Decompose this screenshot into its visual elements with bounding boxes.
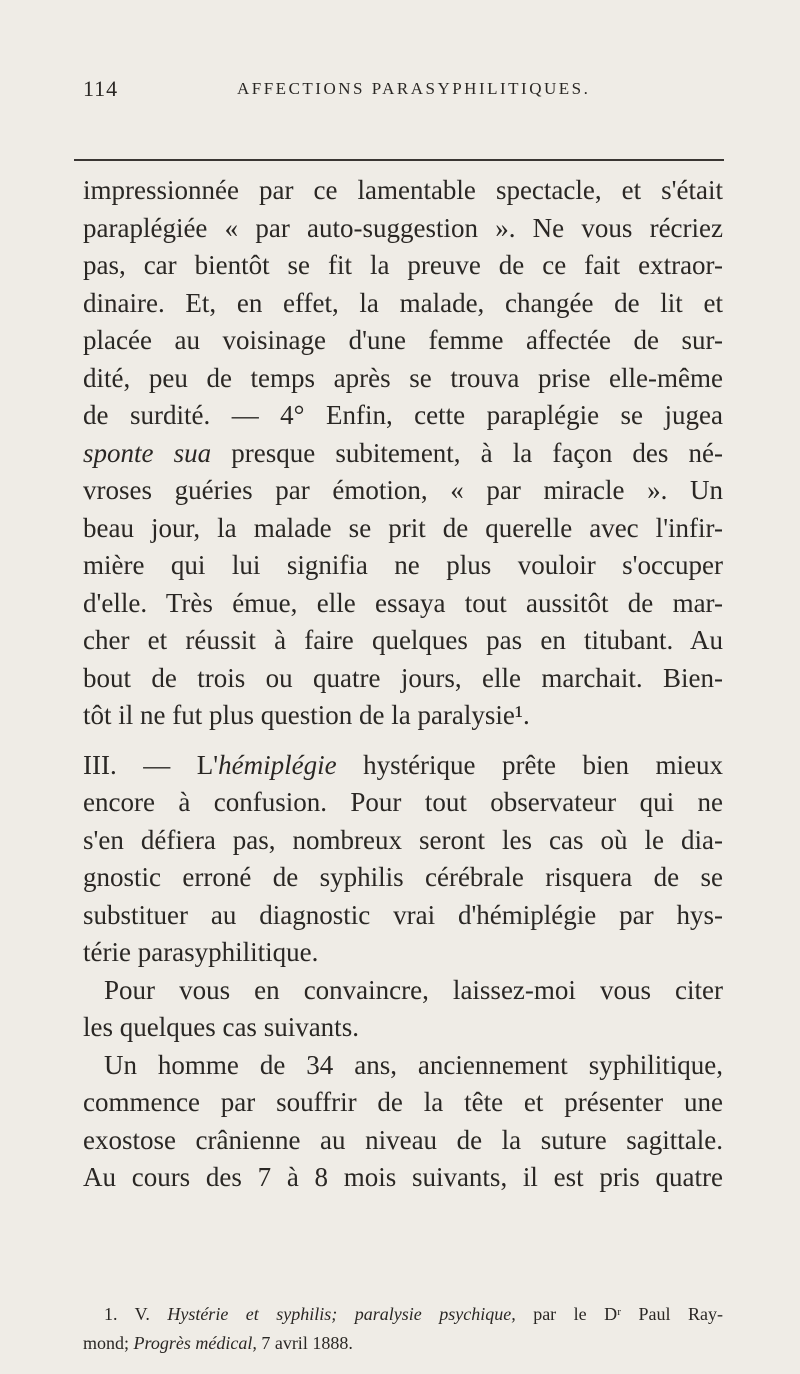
page-header	[83, 76, 723, 116]
text-line: pas, car bientôt se fit la preuve de ce fait extraor-	[83, 250, 723, 280]
footnote-line	[83, 1300, 723, 1329]
text-line: Au cours des 7 à 8 mois suivants, il est pris quatre	[83, 1162, 723, 1192]
text-line: substituer au diagnostic vrai d'hémiplégie par hys-	[83, 899, 723, 930]
text-line: bout de trois ou quatre jours, elle marchait. Bien-	[83, 662, 723, 693]
text-line: vroses guéries par émotion, « par miracle ». Un	[83, 475, 723, 505]
footnote-author: par le Dʳ Paul Ray-	[515, 1304, 723, 1324]
text-line: cher et réussit à faire quelques pas en titubant. Au	[83, 625, 723, 655]
body-text	[83, 172, 723, 1197]
footnote-author-end: mond;	[83, 1333, 134, 1353]
footnote-journal: Progrès médical,	[133, 1333, 257, 1353]
text-line: dinaire. Et, en effet, la malade, changée de lit et	[83, 287, 723, 318]
text-fragment: hystérique prête bien mieux	[336, 749, 723, 780]
text-line: dité, peu de temps après se trouva prise elle-même	[83, 362, 723, 393]
text-line: térie parasyphilitique.	[83, 937, 319, 967]
footnote	[83, 1300, 723, 1358]
text-line: placée au voisinage d'une femme affectée de sur-	[83, 325, 723, 355]
text-line: gnostic erroné de syphilis cérébrale risquera de se	[83, 862, 723, 892]
text-line	[83, 435, 723, 473]
text-line: paraplégiée « par auto-suggestion ». Ne vous récriez	[83, 212, 723, 243]
section-term: hémiplégie	[218, 749, 337, 780]
text-fragment: presque subitement, à la façon des né-	[211, 437, 724, 468]
section-heading-line	[83, 747, 723, 785]
text-line: s'en défiera pas, nombreux seront les cas où le dia-	[83, 824, 723, 855]
text-line: mière qui lui signifia ne plus vouloir s'occuper	[83, 550, 723, 580]
text-line: encore à confusion. Pour tout observateur qui ne	[83, 787, 723, 817]
text-line: de surdité. — 4° Enfin, cette paraplégie se jugea	[83, 400, 723, 430]
latin-phrase: sponte sua	[83, 437, 212, 468]
footnote-line	[83, 1329, 723, 1358]
footnote-title: Hystérie et syphilis; paralysie psychique,	[167, 1304, 516, 1324]
text-line: beau jour, la malade se prit de querelle avec l'infir-	[83, 512, 723, 543]
text-line: d'elle. Très émue, elle essaya tout aussitôt de mar-	[83, 587, 723, 618]
header-rule	[74, 159, 724, 161]
footnote-date: 7 avril 1888.	[256, 1333, 353, 1353]
footnote-marker: 1. V.	[104, 1304, 150, 1324]
text-line: tôt il ne fut plus question de la paralysie¹.	[83, 700, 530, 730]
text-line: exostose crânienne au niveau de la suture sagittale.	[83, 1124, 723, 1155]
text-line: impressionnée par ce lamentable spectacle, et s'était	[83, 175, 723, 205]
paragraph-gap	[83, 735, 723, 747]
text-line: Un homme de 34 ans, anciennement syphilitique,	[104, 1049, 723, 1080]
text-line: les quelques cas suivants.	[83, 1012, 359, 1042]
text-line: commence par souffrir de la tête et présenter une	[83, 1087, 723, 1117]
text-line: Pour vous en convaincre, laissez-moi vous citer	[104, 974, 723, 1005]
section-number: III. — L'	[83, 749, 219, 780]
page-number: 114	[83, 76, 119, 101]
running-head: AFFECTIONS PARASYPHILITIQUES.	[237, 79, 591, 98]
